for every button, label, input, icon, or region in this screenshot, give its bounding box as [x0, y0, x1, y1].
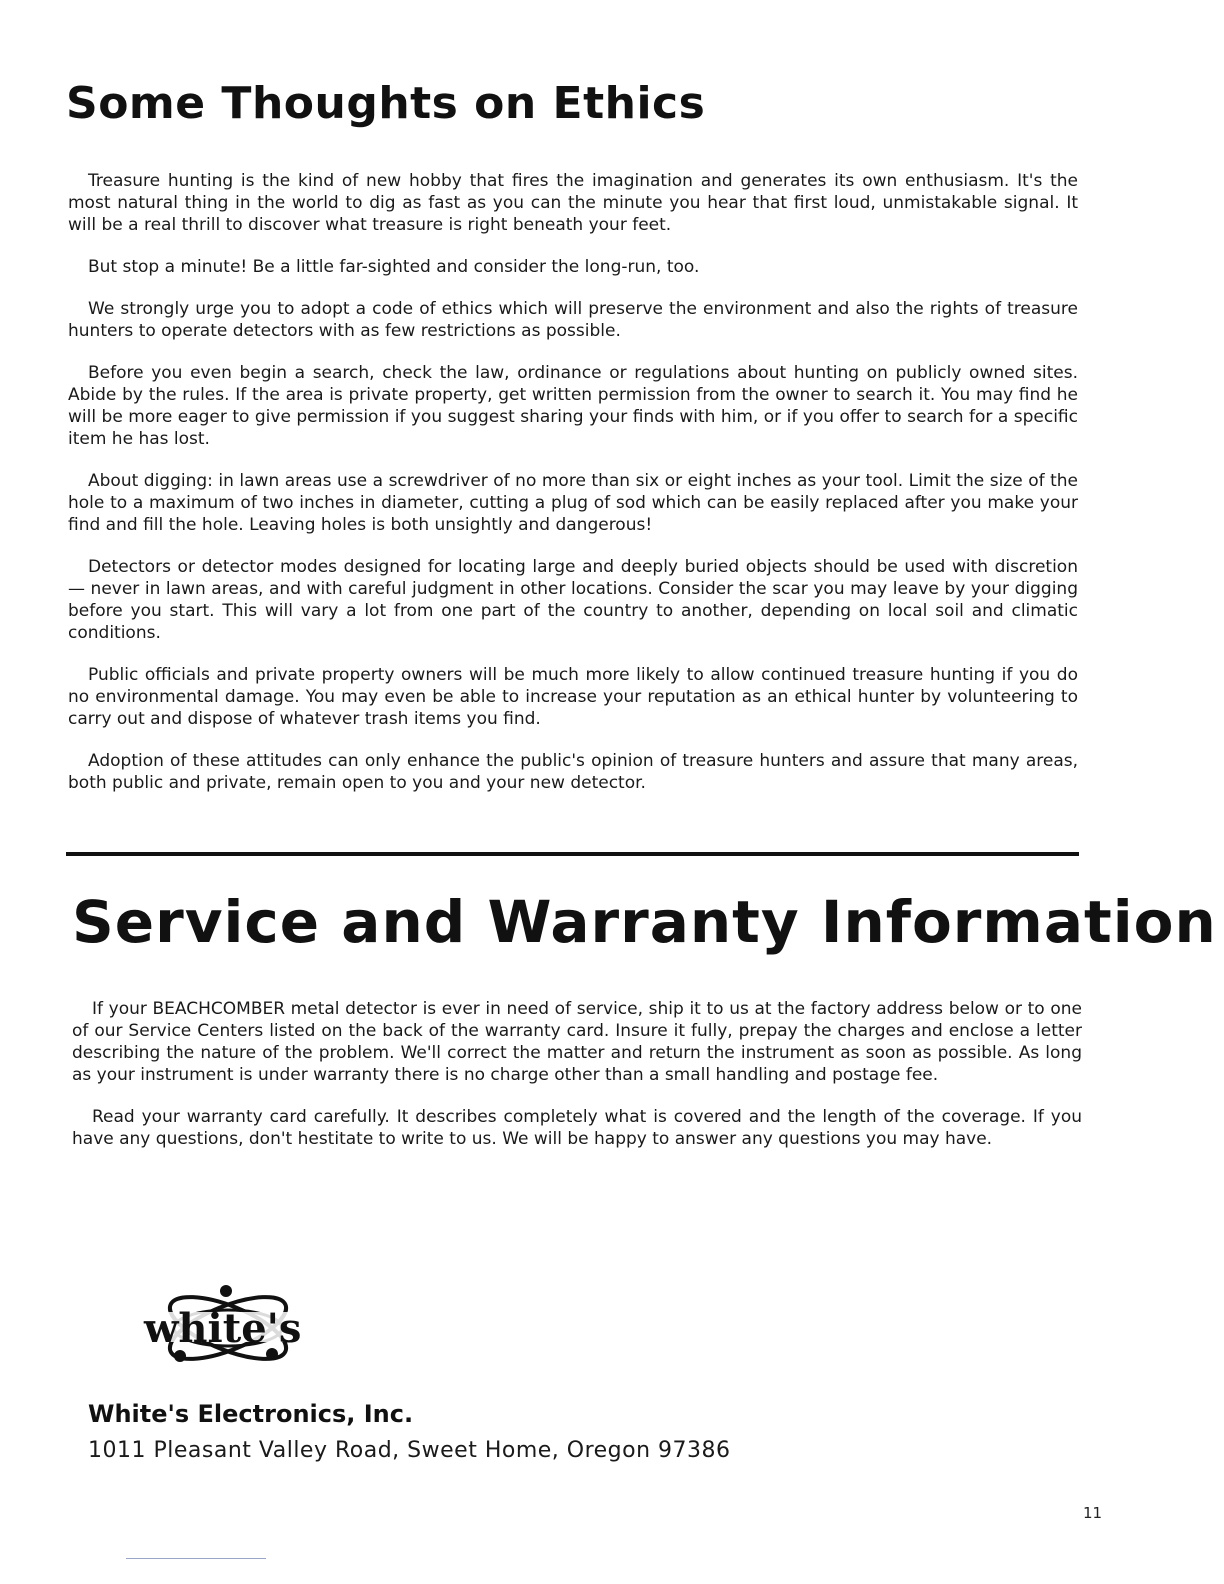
scan-artifact-line [126, 1558, 266, 1559]
whites-atom-logo [140, 1270, 330, 1385]
section-divider [66, 852, 1079, 856]
service-body [72, 998, 1082, 1170]
company-name: White's Electronics, Inc. [88, 1400, 414, 1428]
service-heading: Service and Warranty Information [72, 888, 1217, 956]
logo-wordmark: white's [144, 1305, 302, 1352]
ethics-paragraph: Treasure hunting is the kind of new hobby that fires the imagination and generates its own enthusiasm. It's the most natural thing in the world to dig as fast as you can the minute you hear that first loud, unmistakable signal. It will be a real thrill to discover what treasure is right beneath your feet. [68, 171, 1078, 235]
service-paragraph: If your BEACHCOMBER metal detector is ever in need of service, ship it to us at the factory address below or to one of our Service Centers listed on the back of the warranty card. Insure it fully, prepay the charges and enclose a letter describing the nature of the problem. We'll correct the matter and return the instrument as soon as possible. As long as your instrument is under warranty there is no charge other than a small handling and postage fee. [72, 999, 1082, 1085]
ethics-paragraph: Public officials and private property owners will be much more likely to allow continued treasure hunting if you do no environmental damage. You may even be able to increase your reputation as an ethical hunter by volunteering to carry out and dispose of whatever trash items you find. [68, 665, 1078, 729]
ethics-paragraph: We strongly urge you to adopt a code of ethics which will preserve the environment and also the rights of treasure hunters to operate detectors with as few restrictions as possible. [68, 299, 1078, 341]
ethics-paragraph: But stop a minute! Be a little far-sighted and consider the long-run, too. [88, 257, 700, 277]
ethics-paragraph: Detectors or detector modes designed for locating large and deeply buried objects should be used with discretion — never in lawn areas, and with careful judgment in other locations. Consider the scar you may leave by your digging before you start. This will vary a lot from one part of the country to another, depending on local soil and climatic conditions. [68, 557, 1078, 643]
ethics-heading: Some Thoughts on Ethics [66, 78, 706, 129]
page-number: 11 [1083, 1504, 1103, 1522]
service-paragraph: Read your warranty card carefully. It describes completely what is covered and the length of the coverage. If you have any questions, don't hestitate to write to us. We will be happy to answer any questions you may have. [72, 1107, 1082, 1149]
ethics-body [68, 170, 1078, 814]
company-address: 1011 Pleasant Valley Road, Sweet Home, Oregon 97386 [88, 1438, 731, 1463]
ethics-paragraph: About digging: in lawn areas use a screwdriver of no more than six or eight inches as your tool. Limit the size of the hole to a maximum of two inches in diameter, cutting a plug of sod which can be easily replaced after you make your find and fill the hole. Leaving holes is both unsightly and dangerous! [68, 471, 1078, 535]
ethics-paragraph: Before you even begin a search, check the law, ordinance or regulations about hunting on publicly owned sites. Abide by the rules. If the area is private property, get written permission from the owner to search it. You may find he will be more eager to give permission if you suggest sharing your finds with him, or if you offer to search for a specific item he has lost. [68, 363, 1078, 449]
ethics-paragraph: Adoption of these attitudes can only enhance the public's opinion of treasure hunters and assure that many areas, both public and private, remain open to you and your new detector. [68, 751, 1078, 793]
